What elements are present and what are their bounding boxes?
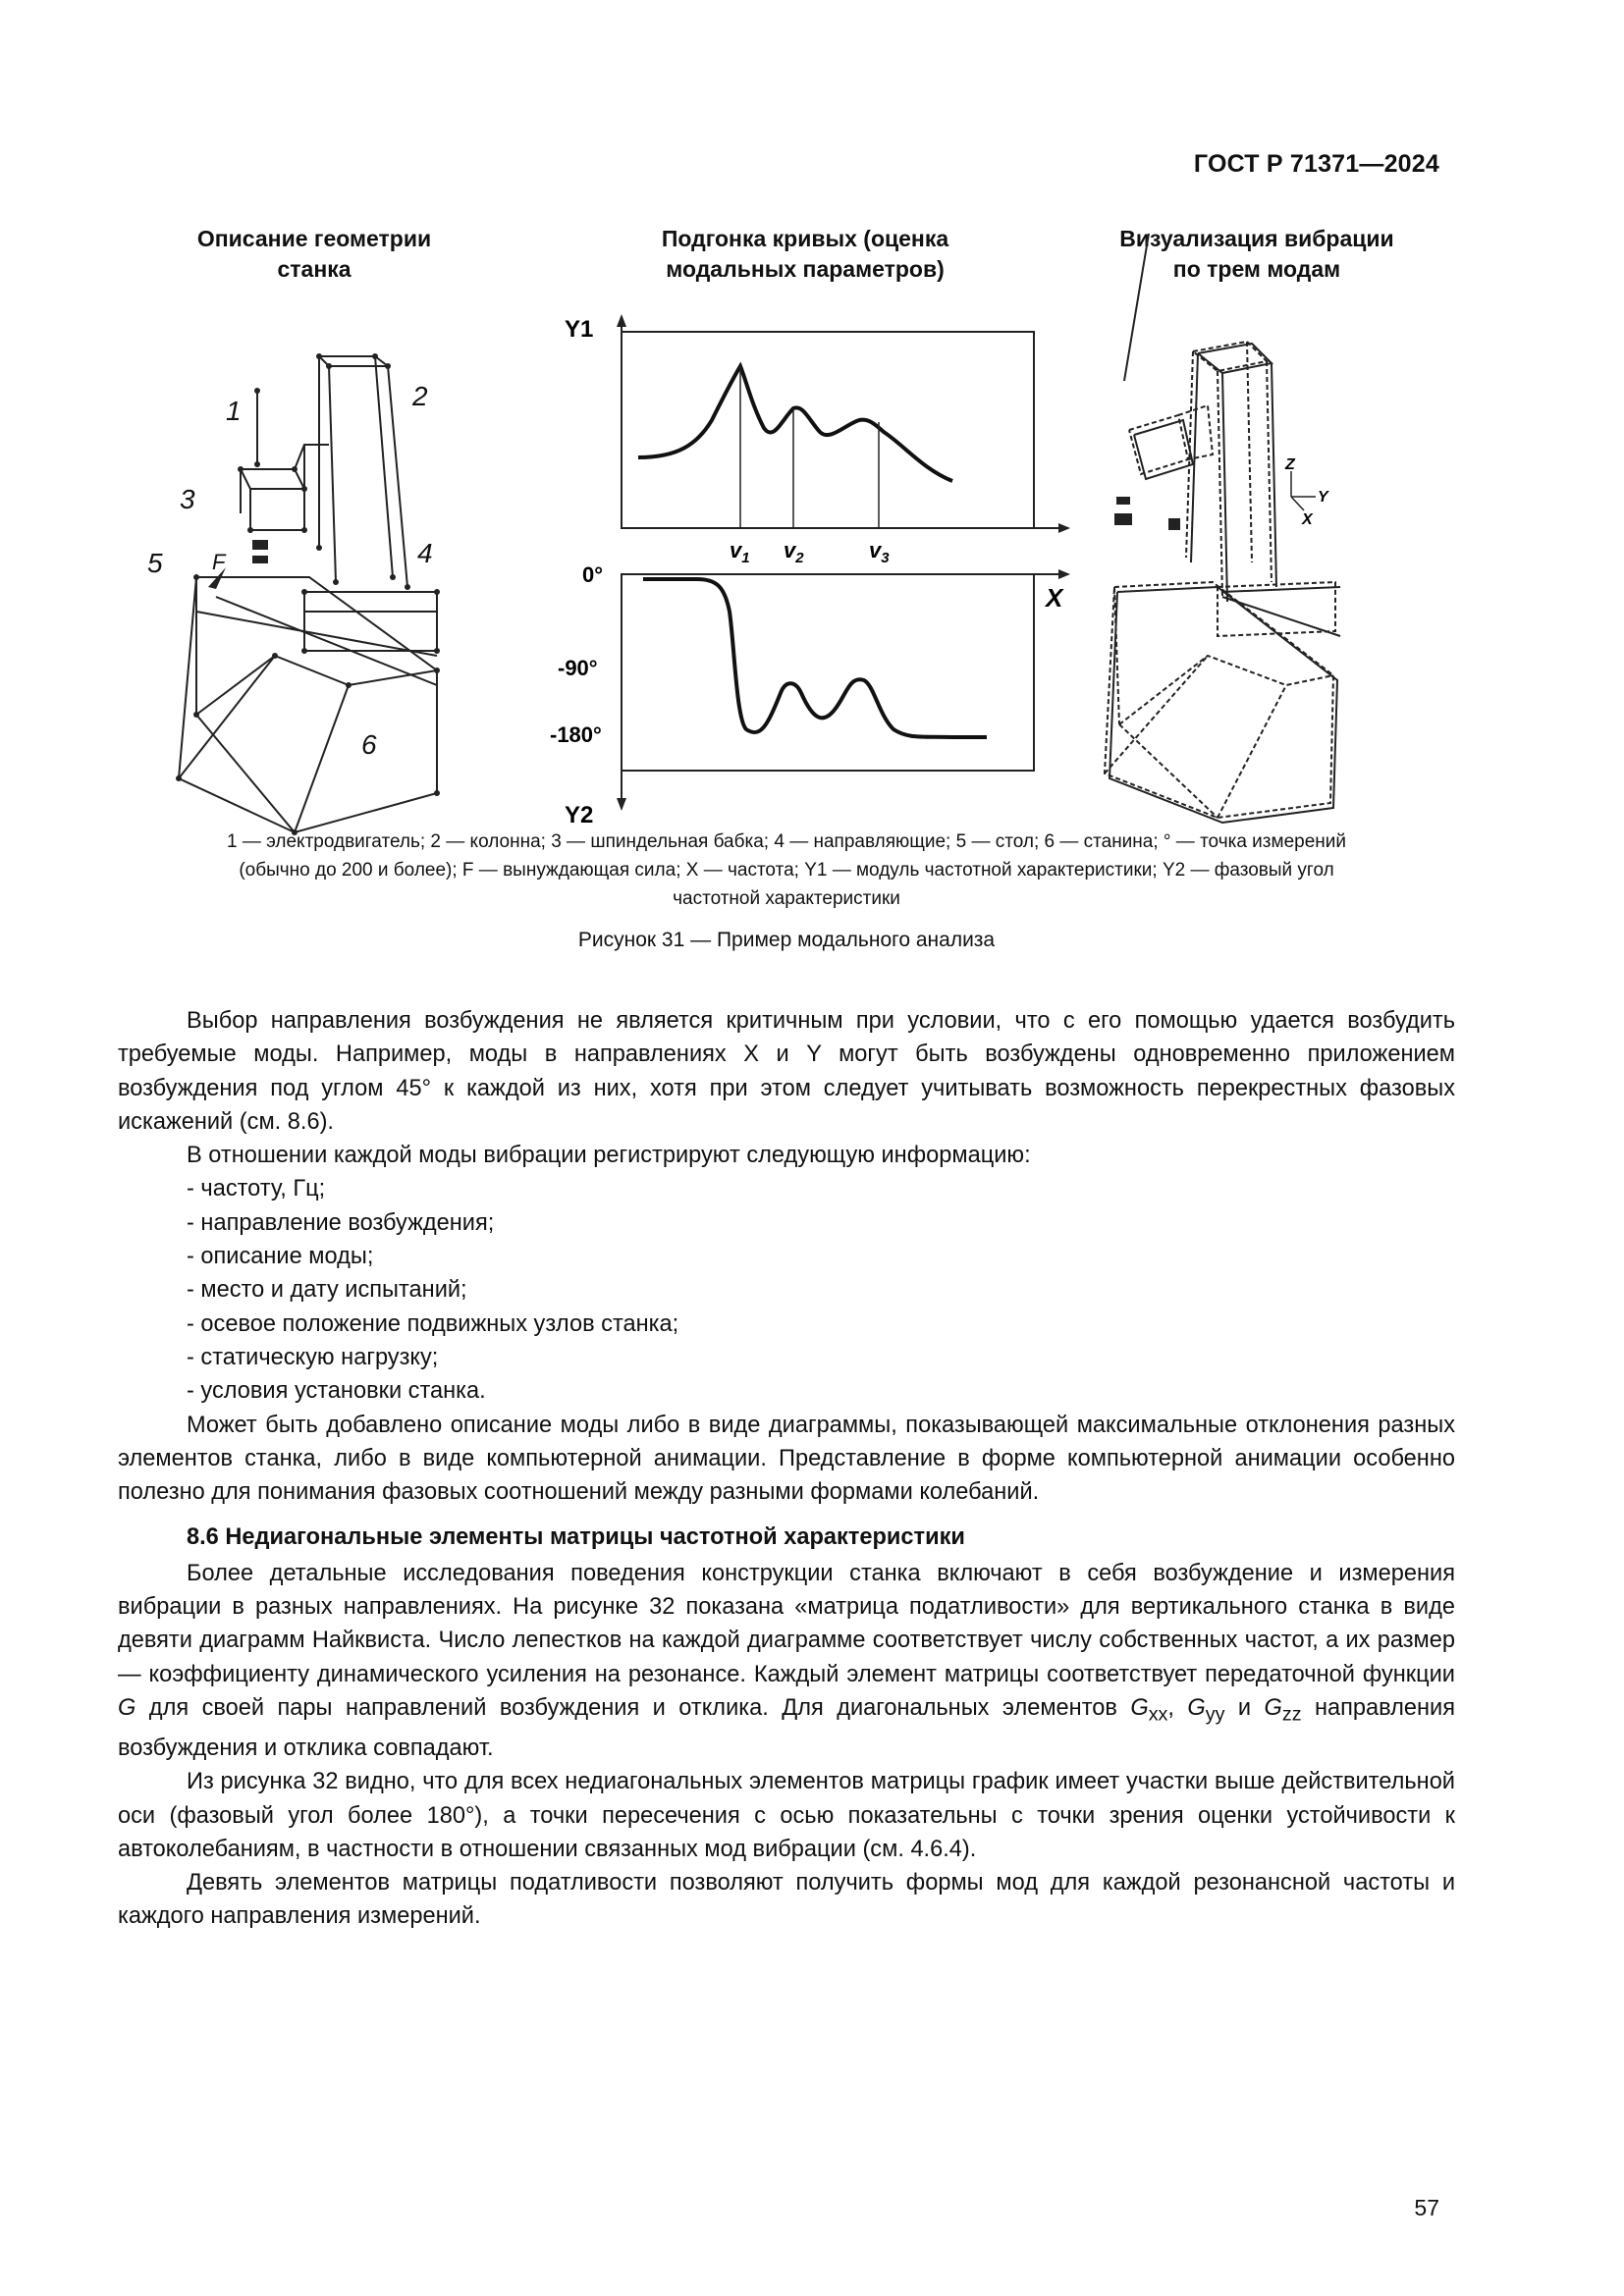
y2-axis-label: Y2 [565, 802, 594, 828]
paragraph: Более детальные исследования поведения конструкции станка включают в себя возбуждение и измерения вибрации в разных направлениях. На рисунке 32 показана «матрица податливости» для вертикального станка в виде девяти диаграмм Найквиста. Число лепестков на каждой диаграмме соответствует числу собственных частот, а их размер — коэффициенту динамического усиления на резонансе. Каждый элемент матрицы соответствует передаточной функции G для своей пары направлений возбуждения и отклика. Для диагональных элементов $G_{xx}$, $G_{yy}$ и $G_{zz}$ направления возбуждения и отклика совпадают. [118, 1560, 1456, 1761]
figure-legend: 1 — электродвигатель; 2 — колонна; 3 — шпиндельная бабка; 4 — направляющие; 5 — стол; 6 — станина; ° — точка измерений (обычно до 200 и более); F — вынуждающая сила; X — частота; Y1 — модуль частотной характеристики; Y2 — фазовый угол частотной характеристики [227, 831, 1346, 909]
paragraph: Девять элементов матрицы податливости позволяют получить формы мод для каждой резонансной частоты и каждого направления измерений. [118, 1870, 1455, 1930]
machine-geometry-diagram [118, 224, 550, 837]
geometry-title: Описание геометрии станка [196, 226, 432, 282]
label-motor: 1 [226, 396, 242, 426]
list-item: - осевое положение подвижных узлов станка; [187, 1310, 679, 1337]
page-number: 57 [1414, 2195, 1439, 2220]
phase-curve [643, 579, 987, 737]
paragraph: Из рисунка 32 видно, что для всех недиагональных элементов матрицы график имеет участки выше действительной оси (фазовый угол более 180°), а точки пересечения с осью показательны с точки зрения оценки устойчивости к автоколебаниям, в частности в отношении связанных мод вибрации (см. 4.6.4). [118, 1769, 1455, 1862]
x-axis-label: X [1046, 583, 1063, 613]
label-column: 2 [412, 381, 428, 411]
list-item: - условия установки станка. [187, 1378, 486, 1405]
mode-axis-y: Y [1318, 489, 1328, 506]
label-force: F [212, 550, 226, 574]
v1-label: $v_1$ [730, 538, 750, 566]
curve-fit-title: Подгонка кривых (оценка модальных параметров) [661, 226, 949, 282]
list-item: - место и дату испытаний; [187, 1277, 467, 1304]
figure-31 [118, 224, 1453, 837]
body-text [118, 1004, 1455, 1934]
list-item: - статическую нагрузку; [187, 1344, 439, 1370]
label-table: 5 [147, 548, 163, 578]
list-item: - направление возбуждения; [187, 1209, 495, 1236]
y1-axis-label: Y1 [565, 316, 594, 343]
v3-label: $v_3$ [869, 538, 890, 566]
label-base: 6 [361, 729, 377, 760]
magnitude-curve [638, 366, 952, 481]
section-heading: 8.6 Недиагональные элементы матрицы частотной характеристики [187, 1524, 965, 1551]
paragraph: Может быть добавлено описание моды либо в виде диаграммы, показывающей максимальные отклонения разных элементов станка, либо в виде компьютерной анимации. Представление в форме компьютерной анимации особенно полезно для понимания фазовых соотношений между разными формами колебаний. [118, 1412, 1455, 1506]
list-item: - частоту, Гц; [187, 1176, 326, 1202]
curve-fit-chart [550, 224, 1070, 837]
paragraph: В отношении каждой моды вибрации регистрируют следующую информацию: [187, 1143, 1031, 1169]
figure-caption: Рисунок 31 — Пример модального анализа [577, 929, 996, 951]
phase-90-label: -90° [558, 656, 598, 680]
label-spindle-head: 3 [180, 484, 195, 514]
phase-180-label: -180° [550, 722, 602, 747]
mode-axis-z: Z [1285, 456, 1295, 473]
v2-label: $v_2$ [784, 538, 804, 566]
phase-0-label: 0° [582, 562, 604, 587]
label-guides: 4 [417, 538, 433, 568]
mode-axis-x: X [1302, 511, 1313, 528]
list-item: - описание моды; [187, 1244, 374, 1270]
standard-code: ГОСТ Р 71371—2024 [1193, 150, 1439, 178]
mode-visualization-diagram [1070, 224, 1453, 837]
paragraph: Выбор направления возбуждения не является критичным при условии, что с его помощью удается возбудить требуемые моды. Например, моды в направлениях X и Y могут быть возбуждены одновременно приложением возбуждения под углом 45° к каждой из них, хотя при этом следует учитывать возможность перекрестных фазовых искажений (см. 8.6). [118, 1008, 1455, 1135]
vibration-title: Визуализация вибрации по трем модам [1119, 226, 1394, 282]
